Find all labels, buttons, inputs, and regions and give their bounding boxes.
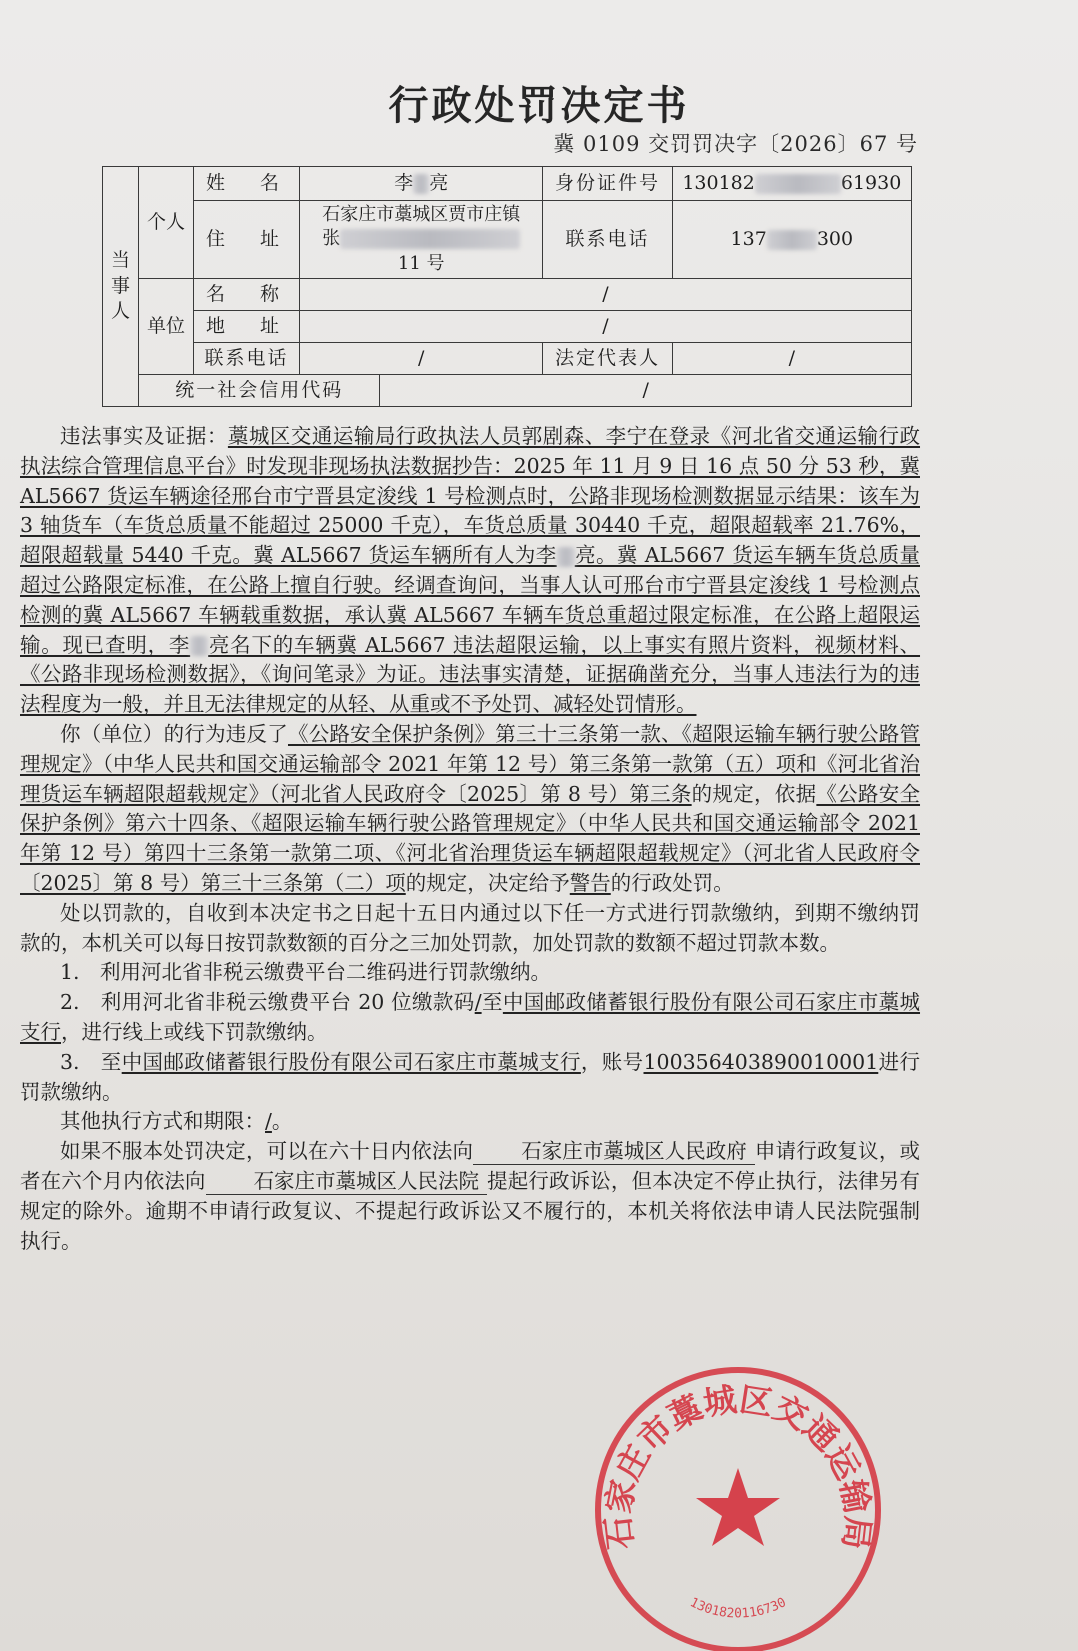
party-label: 当事人 — [103, 167, 139, 407]
name-label: 姓 名 — [194, 167, 300, 201]
redaction-blur — [767, 230, 817, 250]
penalty-type: 警告 — [569, 870, 611, 895]
payment-method-3: 3. 至中国邮政储蓄银行股份有限公司石家庄市藁城支行，账号100356403890010001进行罚款缴纳。 — [20, 1049, 921, 1104]
phone-label: 联系电话 — [543, 201, 672, 279]
payment-bank-2: 中国邮政储蓄银行股份有限公司石家庄市藁城支行 — [20, 990, 921, 1044]
payment-method-1: 1. 利用河北省非税云缴费平台二维码进行罚款缴纳。 — [60, 960, 552, 985]
other-execution: 其他执行方式和期限：/。 — [60, 1109, 293, 1134]
phone-value: 137 300 — [672, 201, 911, 279]
name-value: 李 亮 — [299, 167, 543, 201]
id-value: 130182 61930 — [672, 167, 911, 201]
payment-bank-3: 中国邮政储蓄银行股份有限公司石家庄市藁城支行 — [121, 1049, 581, 1074]
regulations-basis: 《公路安全保护条例》第六十四条、《超限运输车辆行驶公路管理规定》（中华人民共和国交通运输部令 2021 年第 12 号）第四十三条第一款第二项、《河北省治理货运车辆超限超载规定》（河北省人民政府令〔2025〕第 8 号）第三十三条第（二）项 — [20, 781, 921, 895]
review-paragraph: 如果不服本处罚决定，可以在六十日内依法向 石家庄市藁城区人民政府 申请行政复议，或者在六个月内依法向 石家庄市藁城区人民法院 提起行政诉讼，但本决定不停止执行，法律另有规定的除外。逾期不申请行政复议、不提起行政诉讼又不履行的，本机关将依法申请人民法院强制执行。 — [20, 1139, 921, 1253]
individual-label: 个人 — [139, 167, 194, 279]
unit-address-value: / — [299, 310, 911, 342]
redaction-blur — [557, 547, 575, 567]
credit-code-label: 统一社会信用代码 — [139, 374, 380, 406]
seal-text: 石家庄市藁城区交通运输局 — [598, 1379, 878, 1552]
redaction-blur — [755, 174, 841, 194]
facts-label: 违法事实及证据： — [60, 424, 228, 448]
document-body — [20, 422, 920, 1256]
unit-name-value: / — [299, 278, 911, 310]
account-number: 100356403890010001 — [643, 1049, 879, 1074]
address-label: 住 址 — [194, 201, 300, 279]
unit-label: 单位 — [139, 278, 194, 374]
document-number: 冀 0109 交罚罚决字〔2026〕67 号 — [553, 132, 918, 156]
facts-paragraph — [20, 422, 920, 720]
unit-address-label: 地 址 — [194, 310, 300, 342]
redaction-blur — [190, 636, 208, 656]
unit-phone-value: / — [299, 342, 543, 374]
payment-method-2: 2. 利用河北省非税云缴费平台 20 位缴款码/至中国邮政储蓄银行股份有限公司石家庄市藁城支行，进行线上或线下罚款缴纳。 — [20, 990, 921, 1044]
review-authority: 石家庄市藁城区人民政府 — [473, 1138, 755, 1165]
star-icon — [696, 1468, 780, 1546]
seal-number: 1301820116730 — [687, 1595, 789, 1622]
redaction-blur — [340, 229, 520, 249]
legal-rep-value: / — [672, 342, 911, 374]
unit-name-label: 名 称 — [194, 278, 300, 310]
payment-code: / — [474, 990, 482, 1015]
document-title: 行政处罚决定书 — [388, 82, 690, 129]
address-value: 石家庄市藁城区贾市庄镇 张 11 号 — [299, 201, 543, 279]
legal-rep-label: 法定代表人 — [543, 342, 672, 374]
credit-code-value: / — [380, 374, 912, 406]
court-name: 石家庄市藁城区人民法院 — [206, 1168, 488, 1195]
violation-paragraph: 你（单位）的行为违反了《公路安全保护条例》第三十三条第一款、《超限运输车辆行驶公路管理规定》（中华人民共和国交通运输部令 2021 年第 12 号）第三条第一款第（五）项和《河北省治理货运车辆超限超载规定》（河北省人民政府令〔2025〕第 8 号）第三条的规定，依据《公路安全保护条例》第六十四条、《超限运输车辆行驶公路管理规定》（中华人民共和国交通运输部令 2021 年第 12 号）第四十三条第一款第二项、《河北省治理货运车辆超限超载规定》（河北省人民政府令〔2025〕第 8 号）第三十三条第（二）项的规定，决定给予警告的行政处罚。 — [20, 721, 921, 895]
facts-text: 藁城区交通运输局行政执法人员郭剧森、李宁在登录《河北省交通运输行政执法综合管理信息平台》时发现非现场执法数据抄告：2025 年 11 月 9 日 16 点 50 分 53 秒，冀 AL5667 货运车辆途径邢台市宁晋县定浚线 1 号检测点时，公路非现场检测数据显示结果：该车为 3 轴货车（车货总质量不能超过 25000 千克），车货总质量 30440 千克，超限超载率 21.76%，超限超载量 5440 千克。冀 AL5667 货运车辆所有人为李 亮。冀 AL5667 货运车辆车货总质量超过公路限定标准，在公路上擅自行驶。经调查询问，当事人认可邢台市宁晋县定浚线 1 号检测点检测的冀 AL5667 车辆载重数据，承认冀 AL5667 车辆车货总重超过限定标准，在公路上超限运输。现已查明，李 亮名下的车辆冀 AL5667 违法超限运输，以上事实有照片资料，视频材料、《公路非现场检测数据》，《询问笔录》为证。违法事实清楚，证据确凿充分，当事人违法行为的违法程度为一般，并且无法律规定的从轻、从重或不予处罚、减轻处罚情形。 — [20, 424, 921, 717]
official-seal — [588, 1360, 888, 1651]
id-label: 身份证件号 — [543, 167, 672, 201]
payment-intro: 处以罚款的，自收到本决定书之日起十五日内通过以下任一方式进行罚款缴纳，到期不缴纳罚款的，本机关可以每日按罚款数额的百分之三加处罚款，加处罚款的数额不超过罚款本数。 — [20, 900, 920, 955]
party-info-table — [102, 166, 912, 407]
unit-phone-label: 联系电话 — [194, 342, 300, 374]
regulations-violated: 《公路安全保护条例》第三十三条第一款、《超限运输车辆行驶公路管理规定》（中华人民共和国交通运输部令 2021 年第 12 号）第三条第一款第（五）项和《河北省治理货运车辆超限超载规定》（河北省人民政府令〔2025〕第 8 号）第三条 — [20, 721, 921, 806]
redaction-blur — [413, 174, 429, 194]
